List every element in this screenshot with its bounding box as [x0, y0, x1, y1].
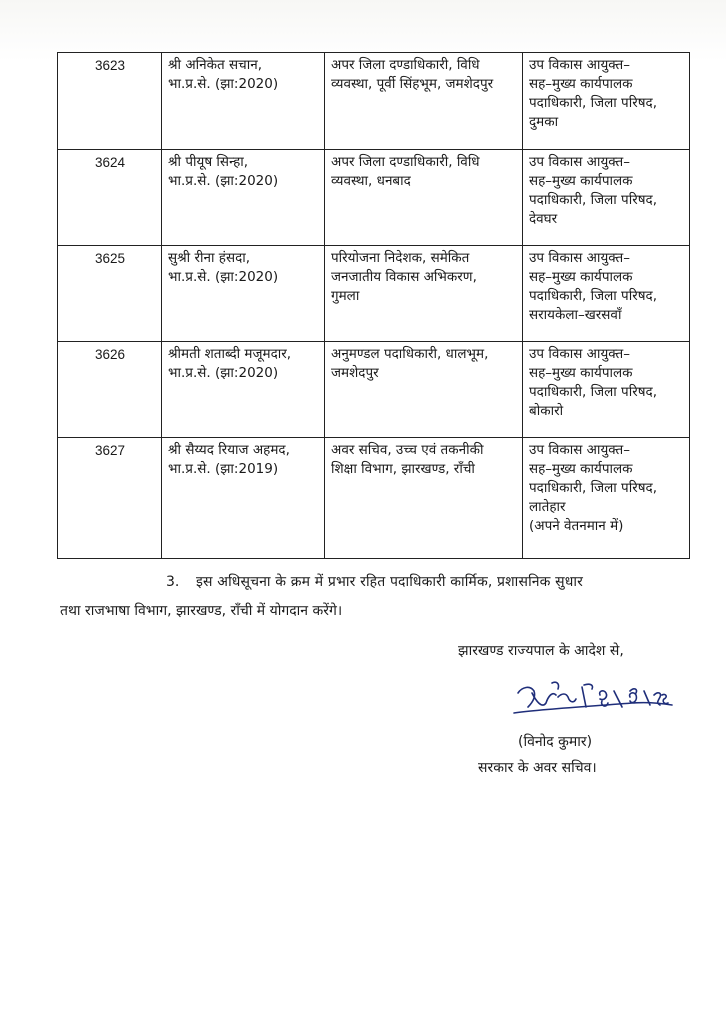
new-post-line: सह–मुख्य कार्यपालक	[529, 173, 633, 189]
paragraph-text-line1: इस अधिसूचना के क्रम में प्रभार रहित पदाधिकारी कार्मिक, प्रशासनिक सुधार	[196, 574, 584, 590]
new-post-cell	[523, 53, 690, 150]
table-row	[58, 53, 690, 150]
new-post-cell	[523, 246, 690, 342]
signature-image	[512, 673, 677, 735]
new-post-line: बोकारो	[529, 403, 564, 419]
order-line: झारखण्ड राज्यपाल के आदेश से,	[458, 643, 624, 659]
serial-number-cell	[58, 53, 162, 150]
current-post-line: व्यवस्था, धनबाद	[331, 173, 411, 189]
signer-name: (विनोद कुमार)	[518, 734, 593, 750]
current-post-line: जमशेदपुर	[331, 365, 379, 381]
table-row	[58, 438, 690, 559]
serial-number: 3625	[94, 251, 126, 266]
officer-name-line: भा.प्र.से. (झा:2020)	[168, 76, 279, 92]
new-post-line: (अपने वेतनमान में)	[529, 518, 624, 534]
table-row	[58, 150, 690, 246]
new-post-line: पदाधिकारी, जिला परिषद,	[529, 480, 657, 496]
officer-name-line: श्री सैय्यद रियाज अहमद,	[168, 442, 290, 458]
notification-paragraph-line1	[60, 568, 690, 596]
table-row	[58, 246, 690, 342]
officer-name-line: भा.प्र.से. (झा:2020)	[168, 173, 279, 189]
new-post-line: सह–मुख्य कार्यपालक	[529, 269, 633, 285]
officer-name-cell	[162, 53, 325, 150]
current-post-line: व्यवस्था, पूर्वी सिंहभूम, जमशेदपुर	[331, 76, 494, 92]
new-post-line: पदाधिकारी, जिला परिषद,	[529, 384, 657, 400]
current-post-line: परियोजना निदेशक, समेकित	[331, 250, 470, 266]
officer-name-line: श्री पीयूष सिन्हा,	[168, 154, 249, 170]
posting-table-body	[58, 53, 690, 559]
new-post-line: सरायकेला–खरसवाँ	[529, 307, 622, 323]
new-post-cell	[523, 438, 690, 559]
current-post-line: अवर सचिव, उच्च एवं तकनीकी	[331, 442, 484, 458]
officer-name-cell	[162, 150, 325, 246]
officer-name-line: श्री अनिकेत सचान,	[168, 57, 262, 73]
current-post-cell	[325, 150, 523, 246]
serial-number: 3623	[94, 58, 126, 73]
current-post-cell	[325, 438, 523, 559]
new-post-line: देवघर	[529, 211, 558, 227]
new-post-line: पदाधिकारी, जिला परिषद,	[529, 192, 657, 208]
new-post-line: सह–मुख्य कार्यपालक	[529, 76, 633, 92]
current-post-cell	[325, 246, 523, 342]
serial-number-cell	[58, 342, 162, 438]
notification-paragraph-line2	[60, 597, 690, 625]
new-post-line: उप विकास आयुक्त–	[529, 57, 630, 73]
current-post-line: अपर जिला दण्डाधिकारी, विधि	[331, 154, 480, 170]
officer-name-line: भा.प्र.से. (झा:2020)	[168, 365, 279, 381]
serial-number-cell	[58, 246, 162, 342]
officer-name-line: भा.प्र.से. (झा:2020)	[168, 269, 279, 285]
current-post-cell	[325, 53, 523, 150]
new-post-cell	[523, 342, 690, 438]
table-row	[58, 342, 690, 438]
serial-number: 3627	[94, 443, 126, 458]
current-post-cell	[325, 342, 523, 438]
serial-number: 3626	[94, 347, 126, 362]
new-post-line: सह–मुख्य कार्यपालक	[529, 461, 633, 477]
paragraph-number: 3.	[166, 574, 180, 590]
new-post-line: पदाधिकारी, जिला परिषद,	[529, 95, 657, 111]
current-post-line: अपर जिला दण्डाधिकारी, विधि	[331, 57, 480, 73]
signer-title: सरकार के अवर सचिव।	[478, 760, 597, 776]
paragraph-text-line2: तथा राजभाषा विभाग, झारखण्ड, राँची में योगदान करेंगे।	[60, 603, 343, 619]
current-post-line: जनजातीय विकास अभिकरण,	[331, 269, 477, 285]
new-post-line: उप विकास आयुक्त–	[529, 154, 630, 170]
officer-name-line: श्रीमती शताब्दी मजूमदार,	[168, 346, 292, 362]
new-post-line: उप विकास आयुक्त–	[529, 346, 630, 362]
new-post-line: पदाधिकारी, जिला परिषद,	[529, 288, 657, 304]
current-post-line: अनुमण्डल पदाधिकारी, धालभूम,	[331, 346, 489, 362]
new-post-line: लातेहार	[529, 499, 566, 515]
officer-name-cell	[162, 246, 325, 342]
serial-number-cell	[58, 150, 162, 246]
new-post-line: उप विकास आयुक्त–	[529, 250, 630, 266]
new-post-cell	[523, 150, 690, 246]
officer-name-cell	[162, 342, 325, 438]
new-post-line: सह–मुख्य कार्यपालक	[529, 365, 633, 381]
new-post-line: दुमका	[529, 114, 559, 130]
officer-name-cell	[162, 438, 325, 559]
new-post-line: उप विकास आयुक्त–	[529, 442, 630, 458]
officer-name-line: भा.प्र.से. (झा:2019)	[168, 461, 279, 477]
posting-table	[57, 52, 690, 559]
serial-number-cell	[58, 438, 162, 559]
serial-number: 3624	[94, 155, 126, 170]
officer-name-line: सुश्री रीना हंसदा,	[168, 250, 251, 266]
current-post-line: शिक्षा विभाग, झारखण्ड, राँची	[331, 461, 475, 477]
current-post-line: गुमला	[331, 288, 360, 304]
